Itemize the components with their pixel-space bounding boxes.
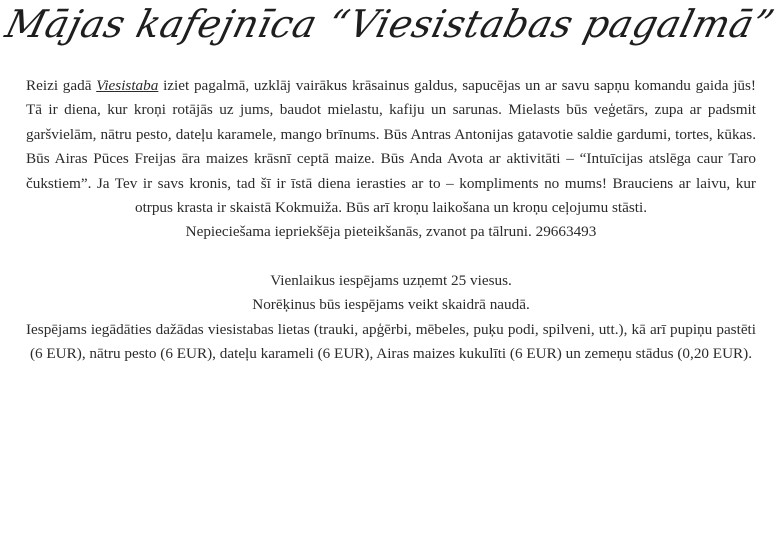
- purchase-paragraph: Iespējams iegādāties dažādas viesistabas lietas (trauki, apģērbi, mēbeles, puķu podi, spilveni, utt.), kā arī pupiņu pastēti (6 EUR), nātru pesto (6 EUR), dateļu karameli (6 EUR), Airas maizes kukulīti (6 EUR) un zemeņu stādus (0,20 EUR).: [26, 320, 756, 363]
- page-title: Mājas kafejnīca “Viesistabas pagalmā”: [1, 2, 779, 46]
- viesistaba-link[interactable]: Viesistaba: [96, 77, 159, 94]
- capacity-line: Vienlaikus iespējams uzņemt 25 viesus.: [270, 271, 512, 289]
- intro-paragraph: [26, 74, 756, 220]
- intro-text-rest: iziet pagalmā, uzklāj vairākus krāsainus galdus, sapucējas un ar savu sapņu komandu gaida jūs! Tā ir diena, kur kroņi rotājās uz jums, baudot mielastu, kafiju un sarunas. Mielasts būs veģetārs, zupa ar padsmit garšvielām, nātru pesto, dateļu karamele, mango brīnums. Būs Antras Antonijas gatavotie saldie gardumi, tortes, kūkas. Būs Airas Pūces Freijas āra maizes krāsnī ceptā maize. Būs Anda Avota ar aktivitāti – “Intuīcijas atslēga caur Taro čukstiem”. Ja Tev ir savs kronis, tad šī ir īstā diena ierasties ar to – kompliments no mums! Brauciens ar laivu, kur otrpus krasta ir skaistā Kokmuiža. Būs arī kroņu laikošana un kroņu ceļojumu stāsti.: [26, 77, 756, 217]
- intro-text-start: Reizi gadā: [26, 77, 97, 94]
- phone-line: Nepieciešama iepriekšēja pieteikšanās, zvanot pa tālruni. 29663493: [185, 223, 597, 241]
- payment-line: Norēķinus būs iespējams veikt skaidrā naudā.: [252, 296, 530, 314]
- spacer: [26, 245, 756, 269]
- content-body: [26, 74, 756, 366]
